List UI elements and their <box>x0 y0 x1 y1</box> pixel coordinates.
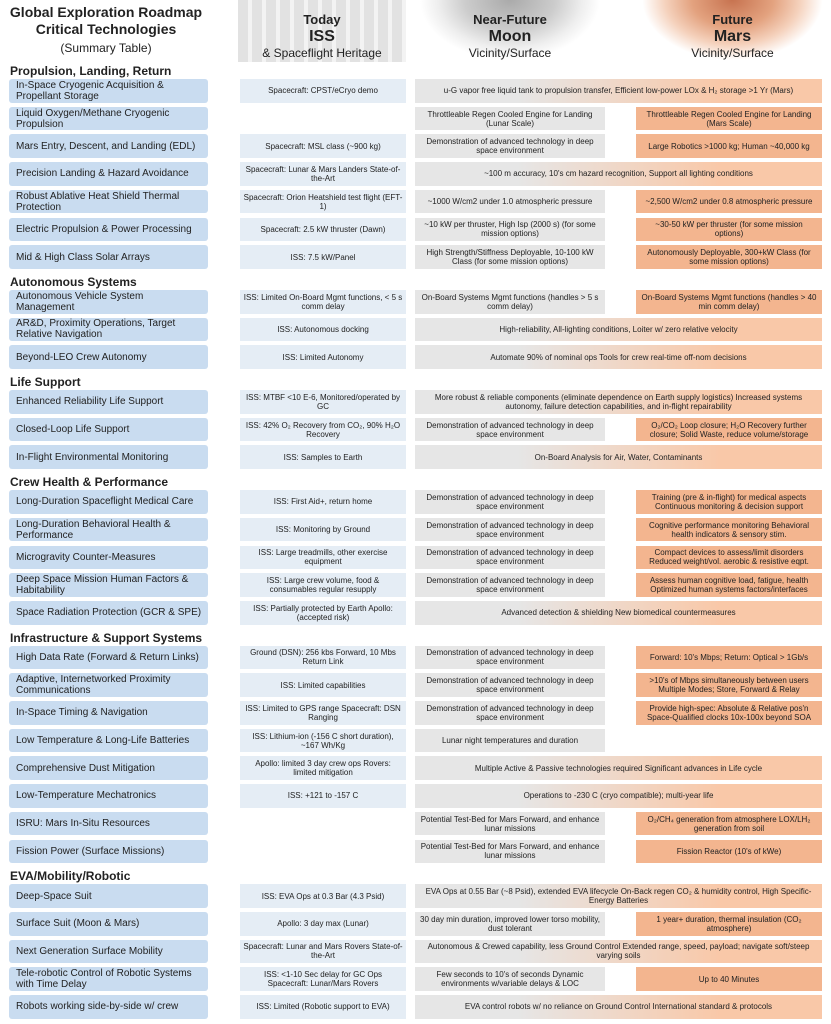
span-cell: Operations to -230 C (cryo compatible); multi-year life <box>415 784 822 808</box>
span-cell: More robust & reliable components (eliminate dependence on Earth supply logistics) Increased systems autonomy, failure detection capabilities, and in-flight repairability <box>415 390 822 414</box>
mars-cell: ~30-50 kW per thruster (for some mission options) <box>636 218 822 242</box>
today-cell: ISS: Lithium-ion (-156 C short duration), ~167 Wh/Kg <box>240 729 406 753</box>
technology-label: Long-Duration Behavioral Health & Performance <box>9 518 208 542</box>
today-cell: Spacecraft: MSL class (~900 kg) <box>240 134 406 158</box>
today-cell: Spacecraft: CPST/eCryo demo <box>240 79 406 103</box>
today-cell: Spacecraft: 2.5 kW thruster (Dawn) <box>240 218 406 242</box>
today-cell: ISS: 7.5 kW/Panel <box>240 245 406 269</box>
technology-label: Tele-robotic Control of Robotic Systems with Time Delay <box>9 967 208 991</box>
technology-label: Microgravity Counter-Measures <box>9 546 208 570</box>
moon-cell: Potential Test-Bed for Mars Forward, and enhance lunar missions <box>415 812 605 836</box>
mars-cell: On-Board Systems Mgmt functions (handles > 40 min comm delay) <box>636 290 822 314</box>
technology-label: Low Temperature & Long-Life Batteries <box>9 729 208 753</box>
today-cell: ISS: 42% O₂ Recovery from CO₂, 90% H₂O Recovery <box>240 418 406 442</box>
technology-label: Surface Suit (Moon & Mars) <box>9 912 208 936</box>
span-cell: Multiple Active & Passive technologies required Significant advances in Life cycle <box>415 756 822 780</box>
technology-label: Enhanced Reliability Life Support <box>9 390 208 414</box>
mars-cell: Cognitive performance monitoring Behavioral health indicators & sensory stim. <box>636 518 822 542</box>
today-cell: ISS: Samples to Earth <box>240 445 406 469</box>
technology-label: Mars Entry, Descent, and Landing (EDL) <box>9 134 208 158</box>
span-cell: EVA Ops at 0.55 Bar (~8 Psid), extended EVA lifecycle On-Back regen CO₂ & humidity control, High Specific-Energy Batteries <box>415 884 822 908</box>
today-cell: Spacecraft: Orion Heatshield test flight (EFT-1) <box>240 190 406 214</box>
technology-label: Electric Propulsion & Power Processing <box>9 218 208 242</box>
today-cell: ISS: First Aid+, return home <box>240 490 406 514</box>
moon-cell: Demonstration of advanced technology in deep space environment <box>415 518 605 542</box>
today-heritage: & Spaceflight Heritage <box>262 46 382 60</box>
span-cell: ~100 m accuracy, 10's cm hazard recognition, Support all lighting conditions <box>415 162 822 186</box>
moon-name: Moon <box>488 28 532 45</box>
mars-cell: Provide high-spec: Absolute & Relative pos'n Space-Qualified clocks 10x-100x beyond SOA <box>636 701 822 725</box>
technology-label: Adaptive, Internetworked Proximity Communications <box>9 673 208 697</box>
today-cell: ISS: Partially protected by Earth Apollo: (accepted risk) <box>240 601 406 625</box>
column-header-mars <box>640 0 825 62</box>
mars-cell: >10's of Mbps simultaneously between users Multiple Modes; Store, Forward & Relay <box>636 673 822 697</box>
technology-label: Fission Power (Surface Missions) <box>9 840 208 864</box>
technology-label: Deep Space Mission Human Factors & Habitability <box>9 573 208 597</box>
section-title: Propulsion, Landing, Return <box>10 64 172 78</box>
mars-cell: Up to 40 Minutes <box>636 967 822 991</box>
mars-cell: Fission Reactor (10's of kWe) <box>636 840 822 864</box>
mars-cell: 1 year+ duration, thermal insulation (CO₂ atmosphere) <box>636 912 822 936</box>
technology-label: Next Generation Surface Mobility <box>9 940 208 964</box>
today-cell: ISS: Limited capabilities <box>240 673 406 697</box>
span-cell: EVA control robots w/ no reliance on Ground Control International standard & protocols <box>415 995 822 1019</box>
today-cell: Spacecraft: Lunar & Mars Landers State-of-the-Art <box>240 162 406 186</box>
moon-cell: Demonstration of advanced technology in deep space environment <box>415 646 605 670</box>
column-header-today <box>238 0 406 62</box>
table-title <box>6 0 206 62</box>
technology-label: Robots working side-by-side w/ crew <box>9 995 208 1019</box>
today-cell: ISS: Limited On-Board Mgmt functions, < 5 s comm delay <box>240 290 406 314</box>
mars-cell: Autonomously Deployable, 300+kW Class (for some mission options) <box>636 245 822 269</box>
span-cell: Autonomous & Crewed capability, less Ground Control Extended range, speed, payload; navigate soft/steep varying soils <box>415 940 822 964</box>
title-line-1: Global Exploration Roadmap <box>9 4 203 20</box>
span-cell: Advanced detection & shielding New biomedical countermeasures <box>415 601 822 625</box>
moon-cell: ~1000 W/cm2 under 1.0 atmospheric pressure <box>415 190 605 214</box>
title-subtitle: (Summary Table) <box>60 41 152 55</box>
today-cell: ISS: <1-10 Sec delay for GC Ops Spacecraft: Lunar/Mars Rovers <box>240 967 406 991</box>
mars-label: Future <box>712 12 753 27</box>
span-cell: Automate 90% of nominal ops Tools for crew real-time off-nom decisions <box>415 345 822 369</box>
technology-label: Space Radiation Protection (GCR & SPE) <box>9 601 208 625</box>
technology-label: High Data Rate (Forward & Return Links) <box>9 646 208 670</box>
section-title: Crew Health & Performance <box>10 475 169 490</box>
mars-cell: Assess human cognitive load, fatigue, health Optimized human systems factors/interfaces <box>636 573 822 597</box>
moon-cell: Lunar night temperatures and duration <box>415 729 605 753</box>
today-cell: ISS: Monitoring by Ground <box>240 518 406 542</box>
section-title: Autonomous Systems <box>10 274 137 289</box>
mars-vicinity: Vicinity/Surface <box>691 46 774 60</box>
mars-cell: Throttleable Regen Cooled Engine for Landing (Mars Scale) <box>636 107 822 131</box>
technology-label: Mid & High Class Solar Arrays <box>9 245 208 269</box>
moon-cell: Demonstration of advanced technology in deep space environment <box>415 134 605 158</box>
technology-label: ISRU: Mars In-Situ Resources <box>9 812 208 836</box>
technology-label: In-Space Cryogenic Acquisition & Propellant Storage <box>9 79 208 103</box>
moon-vicinity: Vicinity/Surface <box>468 46 552 60</box>
span-cell: On-Board Analysis for Air, Water, Contaminants <box>415 445 822 469</box>
moon-label: Near-Future <box>473 12 547 27</box>
today-cell: ISS: Autonomous docking <box>240 318 406 342</box>
technology-label: Long-Duration Spaceflight Medical Care <box>9 490 208 514</box>
moon-cell: 30 day min duration, improved lower torso mobility, dust tolerant <box>415 912 605 936</box>
mars-name: Mars <box>713 28 752 45</box>
today-cell: ISS: Limited Autonomy <box>240 345 406 369</box>
span-cell: High-reliability, All-lighting conditions, Loiter w/ zero relative velocity <box>415 318 822 342</box>
today-cell: Ground (DSN): 256 kbs Forward, 10 Mbs Return Link <box>240 646 406 670</box>
technology-label: Precision Landing & Hazard Avoidance <box>9 162 208 186</box>
moon-cell: Throttleable Regen Cooled Engine for Landing (Lunar Scale) <box>415 107 605 131</box>
moon-cell: High Strength/Stiffness Deployable, 10-100 kW Class (for some mission options) <box>415 245 605 269</box>
moon-cell: Demonstration of advanced technology in deep space environment <box>415 701 605 725</box>
today-cell: Apollo: 3 day max (Lunar) <box>240 912 406 936</box>
mars-cell: O₂/CH₄ generation from atmosphere LOX/LH₂ generation from soil <box>636 812 822 836</box>
mars-cell: Compact devices to assess/limit disorders Reduced weight/vol. aerobic & resistive eqpt. <box>636 546 822 570</box>
technology-label: Low-Temperature Mechatronics <box>9 784 208 808</box>
section-title: Life Support <box>10 375 81 389</box>
moon-cell: Demonstration of advanced technology in deep space environment <box>415 546 605 570</box>
moon-cell: Demonstration of advanced technology in deep space environment <box>415 418 605 442</box>
technology-label: Liquid Oxygen/Methane Cryogenic Propulsion <box>9 107 208 131</box>
moon-cell: Few seconds to 10's of seconds Dynamic environments w/variable delays & LOC <box>415 967 605 991</box>
column-header-moon <box>415 0 605 62</box>
moon-cell: Demonstration of advanced technology in deep space environment <box>415 573 605 597</box>
section-title: EVA/Mobility/Robotic <box>10 869 131 884</box>
today-cell: ISS: MTBF <10 E-6, Monitored/operated by GC <box>240 390 406 414</box>
moon-cell: Demonstration of advanced technology in deep space environment <box>415 673 605 697</box>
today-cell: Apollo: limited 3 day crew ops Rovers: limited mitigation <box>240 756 406 780</box>
title-line-2: Critical Technologies <box>35 21 177 37</box>
mars-cell: Training (pre & in-flight) for medical aspects Continuous monitoring & decision support <box>636 490 822 514</box>
technology-label: Closed-Loop Life Support <box>9 418 208 442</box>
today-cell: Spacecraft: Lunar and Mars Rovers State-of-the-Art <box>240 940 406 964</box>
today-label: Today <box>303 12 341 27</box>
technology-label: Beyond-LEO Crew Autonomy <box>9 345 208 369</box>
mars-cell: O₂/CO₂ Loop closure; H₂O Recovery further closure; Solid Waste, reduce volume/storage <box>636 418 822 442</box>
technology-label: In-Space Timing & Navigation <box>9 701 208 725</box>
today-cell: ISS: +121 to -157 C <box>240 784 406 808</box>
technology-label: AR&D, Proximity Operations, Target Relative Navigation <box>9 318 208 342</box>
today-cell: ISS: EVA Ops at 0.3 Bar (4.3 Psid) <box>240 884 406 908</box>
moon-cell: On-Board Systems Mgmt functions (handles > 5 s comm delay) <box>415 290 605 314</box>
mars-cell: Forward: 10's Mbps; Return: Optical > 1Gb/s <box>636 646 822 670</box>
technology-label: Deep-Space Suit <box>9 884 208 908</box>
moon-cell: Demonstration of advanced technology in deep space environment <box>415 490 605 514</box>
today-cell: ISS: Limited (Robotic support to EVA) <box>240 995 406 1019</box>
today-cell: ISS: Large treadmills, other exercise equipment <box>240 546 406 570</box>
today-cell: ISS: Limited to GPS range Spacecraft: DSN Ranging <box>240 701 406 725</box>
mars-cell: Large Robotics >1000 kg; Human ~40,000 kg <box>636 134 822 158</box>
technology-label: Robust Ablative Heat Shield Thermal Protection <box>9 190 208 214</box>
section-title: Infrastructure & Support Systems <box>10 630 203 645</box>
today-cell: ISS: Large crew volume, food & consumables regular resupply <box>240 573 406 597</box>
today-iss: ISS <box>309 28 335 45</box>
technology-label: Autonomous Vehicle System Management <box>9 290 208 314</box>
moon-cell: Potential Test-Bed for Mars Forward, and enhance lunar missions <box>415 840 605 864</box>
span-cell: u-G vapor free liquid tank to propulsion transfer, Efficient low-power LOx & H₂ storage >1 Yr (Mars) <box>415 79 822 103</box>
technology-label: Comprehensive Dust Mitigation <box>9 756 208 780</box>
technology-label: In-Flight Environmental Monitoring <box>9 445 208 469</box>
moon-cell: ~10 kW per thruster, High Isp (2000 s) (for some mission options) <box>415 218 605 242</box>
mars-cell: ~2,500 W/cm2 under 0.8 atmospheric pressure <box>636 190 822 214</box>
